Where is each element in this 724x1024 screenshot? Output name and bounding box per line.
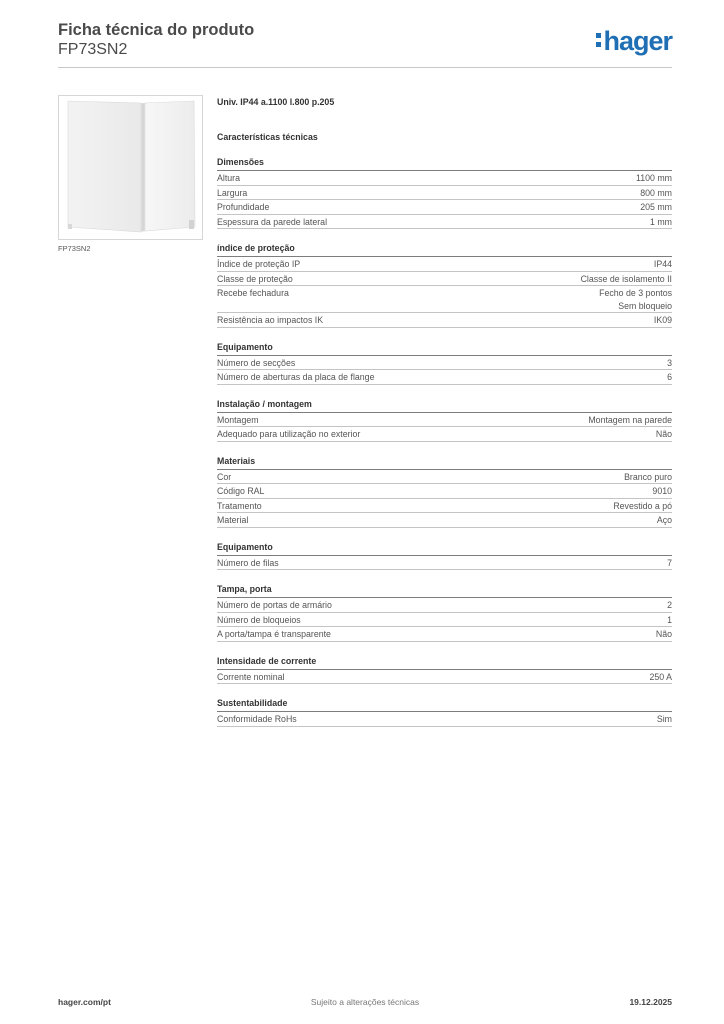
spec-value-line: 800 mm — [640, 187, 672, 198]
section-title: Sustentabilidade — [217, 698, 672, 712]
spec-value-line: Não — [655, 429, 672, 439]
spec-label: Corrente nominal — [217, 671, 285, 682]
spec-value — [656, 628, 672, 641]
spec-section — [217, 342, 672, 385]
product-subtitle: Univ. IP44 a.1100 l.800 p.205 — [217, 97, 335, 107]
spec-label: Montagem — [217, 414, 259, 425]
hager-logo — [596, 27, 672, 55]
spec-label: Cor — [217, 471, 232, 482]
spec-label: Número de portas de armário — [217, 600, 332, 610]
spec-label: Largura — [217, 187, 248, 198]
spec-value — [588, 414, 672, 427]
footer-website: hager.com/pt — [58, 997, 111, 1007]
spec-value-line: Aço — [656, 515, 672, 525]
spec-row — [217, 200, 672, 215]
spec-value-line: 3 — [667, 357, 672, 368]
spec-value-line: Branco puro — [624, 471, 672, 482]
spec-section — [217, 698, 672, 727]
spec-row — [217, 257, 672, 272]
spec-value-line: 1 — [667, 614, 672, 625]
spec-section — [217, 243, 672, 328]
spec-value — [640, 201, 672, 214]
spec-value-line: IK09 — [653, 315, 672, 325]
section-title: Dimensões — [217, 157, 672, 171]
spec-value-line: 6 — [667, 372, 672, 382]
spec-label: Adequado para utilização no exterior — [217, 429, 361, 439]
spec-label: Classe de proteção — [217, 273, 293, 284]
spec-value — [636, 172, 672, 185]
spec-value — [667, 557, 672, 570]
spec-value — [599, 287, 672, 312]
spec-row — [217, 513, 672, 528]
spec-section — [217, 542, 672, 571]
spec-value — [613, 500, 672, 513]
section-title: Intensidade de corrente — [217, 656, 672, 670]
page-title: Ficha técnica do produto — [58, 21, 255, 39]
spec-label: Número de secções — [217, 357, 296, 368]
spec-value-line: 1 mm — [650, 216, 672, 227]
spec-value-line: 2 — [667, 600, 672, 610]
spec-row — [217, 627, 672, 642]
spec-row — [217, 356, 672, 371]
spec-value-line: 1100 mm — [635, 173, 672, 183]
spec-section — [217, 456, 672, 528]
spec-value — [667, 371, 672, 384]
spec-label: Tratamento — [217, 500, 262, 511]
spec-row — [217, 499, 672, 514]
spec-row — [217, 598, 672, 613]
spec-row — [217, 484, 672, 499]
spec-value — [657, 713, 672, 726]
section-title: Instalação / montagem — [217, 399, 672, 413]
section-title: Equipamento — [217, 342, 672, 356]
spec-label: Código RAL — [217, 486, 265, 496]
header-divider — [58, 67, 672, 68]
spec-section — [217, 399, 672, 442]
spec-row — [217, 413, 672, 428]
spec-label: Número de aberturas da placa de flange — [217, 372, 375, 382]
spec-value — [624, 471, 672, 484]
spec-label: Número de bloqueios — [217, 614, 301, 625]
spec-value-line: 250 A — [649, 671, 672, 682]
spec-label: Altura — [217, 173, 240, 183]
product-image — [58, 95, 203, 240]
spec-value — [640, 187, 672, 200]
spec-value-line: 7 — [667, 557, 672, 568]
spec-sections — [217, 157, 672, 727]
enclosure-illustration — [59, 96, 202, 239]
footer-notice: Sujeito a alterações técnicas — [310, 997, 420, 1007]
spec-row — [217, 556, 672, 571]
spec-section — [217, 157, 672, 229]
image-caption: FP73SN2 — [58, 244, 91, 253]
spec-row — [217, 186, 672, 201]
footer-date: 19.12.2025 — [629, 997, 672, 1007]
spec-value — [654, 314, 672, 327]
spec-label: Recebe fechadura — [217, 288, 289, 298]
spec-value-line: IP44 — [653, 259, 672, 269]
spec-row — [217, 712, 672, 727]
spec-row — [217, 215, 672, 230]
spec-row — [217, 670, 672, 685]
spec-value-line: Montagem na parede — [588, 414, 672, 425]
spec-label: Índice de proteção IP — [217, 259, 301, 269]
spec-value-line: Não — [655, 629, 672, 639]
spec-value — [656, 428, 672, 441]
spec-sheet — [217, 96, 672, 727]
section-title: índice de proteção — [217, 243, 672, 257]
spec-value — [581, 273, 672, 286]
spec-row — [217, 370, 672, 385]
spec-value — [667, 614, 672, 627]
spec-value-line: 205 mm — [640, 202, 672, 212]
section-title: Materiais — [217, 456, 672, 470]
spec-value-line: Sim — [656, 714, 672, 724]
logo-text: hager — [603, 26, 672, 56]
spec-value-line: Fecho de 3 pontos — [599, 288, 672, 298]
spec-label: Material — [217, 515, 249, 525]
spec-row — [217, 286, 672, 313]
spec-row — [217, 427, 672, 442]
spec-label: Conformidade RoHs — [217, 714, 297, 724]
spec-label: Número de filas — [217, 557, 279, 568]
spec-value — [652, 485, 672, 498]
page-header — [58, 20, 672, 60]
spec-row — [217, 171, 672, 186]
spec-value-line: Classe de isolamento II — [580, 273, 672, 284]
spec-label: Espessura da parede lateral — [217, 216, 328, 227]
spec-value — [667, 599, 672, 612]
spec-label: A porta/tampa é transparente — [217, 629, 331, 639]
spec-row — [217, 272, 672, 287]
spec-value-line: Revestido a pó — [613, 500, 672, 511]
spec-value — [667, 357, 672, 370]
spec-value — [649, 671, 672, 684]
spec-section — [217, 584, 672, 642]
spec-value — [657, 514, 672, 527]
spec-row — [217, 313, 672, 328]
spec-value-line: Sem bloqueio — [618, 300, 672, 311]
product-code: FP73SN2 — [58, 41, 128, 58]
spec-value-line: 9010 — [652, 486, 672, 496]
spec-row — [217, 470, 672, 485]
spec-label: Profundidade — [217, 202, 270, 212]
section-title: Tampa, porta — [217, 584, 672, 598]
technical-characteristics-heading: Características técnicas — [217, 132, 318, 142]
spec-row — [217, 613, 672, 628]
spec-value — [650, 216, 672, 229]
logo-dots-icon — [596, 33, 601, 47]
spec-section — [217, 656, 672, 685]
section-title: Equipamento — [217, 542, 672, 556]
spec-label: Resistência ao impactos IK — [217, 315, 324, 325]
spec-value — [654, 258, 672, 271]
